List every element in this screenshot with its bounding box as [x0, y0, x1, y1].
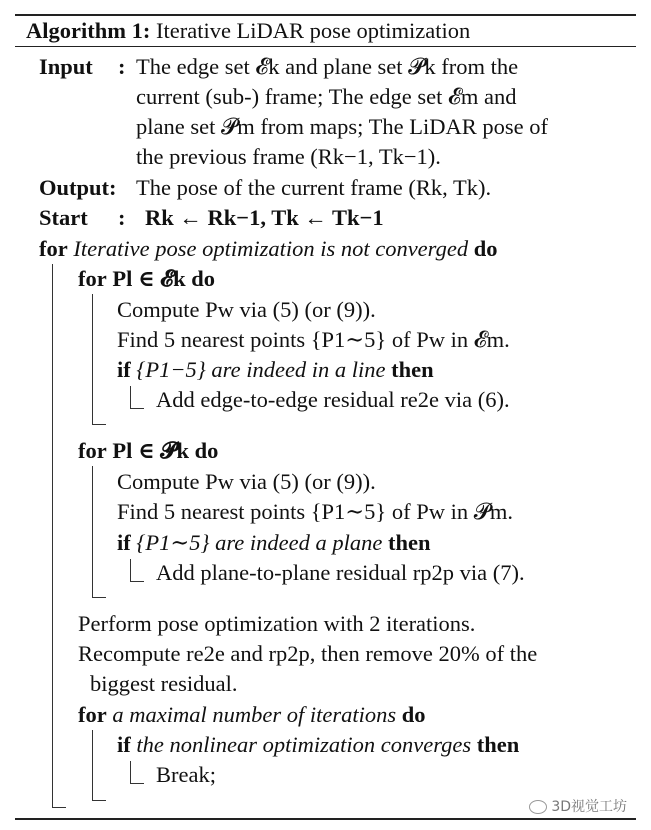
inner-for-line: for a maximal number of iterations do [78, 702, 426, 727]
plane-if-bar [130, 559, 131, 582]
start-colon: : [118, 205, 126, 230]
inner-if-bar [130, 761, 131, 784]
bottom-rule [15, 818, 636, 820]
edge-for-bar [92, 294, 93, 425]
algorithm-name: Iterative LiDAR pose optimization [155, 18, 471, 43]
edge-step-1: Compute Pw via (5) (or (9)). [117, 297, 376, 322]
wechat-icon [529, 800, 547, 814]
outer-for-line: for Iterative pose optimization is not converged do [39, 236, 498, 261]
algorithm-title [26, 17, 470, 45]
input-line-2: current (sub-) frame; The edge set 𝓔m and [136, 84, 517, 109]
plane-for-line: for Pl ∈ 𝓟k do [78, 438, 219, 463]
recompute-line-2: biggest residual. [90, 671, 238, 696]
title-rule [15, 46, 636, 47]
output-text: The pose of the current frame (Rk, Tk). [136, 175, 492, 200]
plane-action: Add plane-to-plane residual rp2p via (7). [156, 560, 525, 585]
top-rule [15, 14, 636, 16]
inner-if-end [130, 783, 144, 784]
perform-line: Perform pose optimization with 2 iterations. [78, 611, 476, 636]
input-line-3: plane set 𝓟m from maps; The LiDAR pose of [136, 114, 548, 139]
inner-if-line: if the nonlinear optimization converges then [117, 732, 520, 757]
plane-if-end [130, 581, 144, 582]
watermark: 3D视觉工坊 [529, 796, 627, 816]
outer-for-bar [52, 264, 53, 808]
inner-for-end [92, 800, 106, 801]
edge-step-2: Find 5 nearest points {P1∼5} of Pw in 𝓔m. [117, 327, 510, 352]
inner-action: Break; [156, 762, 216, 787]
plane-for-bar [92, 466, 93, 598]
input-colon: : [118, 54, 126, 79]
input-line-4: the previous frame (Rk−1, Tk−1). [136, 144, 441, 169]
input-keyword: Input [39, 54, 93, 79]
edge-if-end [130, 408, 144, 409]
plane-if-line: if {P1∼5} are indeed a plane then [117, 530, 431, 555]
recompute-line-1: Recompute re2e and rp2p, then remove 20% of the [78, 641, 538, 666]
edge-action: Add edge-to-edge residual re2e via (6). [156, 387, 510, 412]
edge-if-bar [130, 386, 131, 409]
plane-for-end [92, 597, 106, 598]
input-line-1: The edge set 𝓔k and plane set 𝓟k from the [136, 54, 519, 79]
outer-for-end [52, 807, 66, 808]
plane-step-1: Compute Pw via (5) (or (9)). [117, 469, 376, 494]
edge-for-line: for Pl ∈ 𝓔k do [78, 266, 216, 291]
start-text: Rk ← Rk−1, Tk ← Tk−1 [145, 205, 384, 230]
start-keyword: Start [39, 205, 88, 230]
output-keyword: Output: [39, 175, 117, 200]
edge-if-line: if {P1−5} are indeed in a line then [117, 357, 434, 382]
edge-for-end [92, 424, 106, 425]
inner-for-bar [92, 730, 93, 801]
plane-step-2: Find 5 nearest points {P1∼5} of Pw in 𝓟m. [117, 499, 514, 524]
algorithm-label: Algorithm 1: [26, 18, 151, 43]
